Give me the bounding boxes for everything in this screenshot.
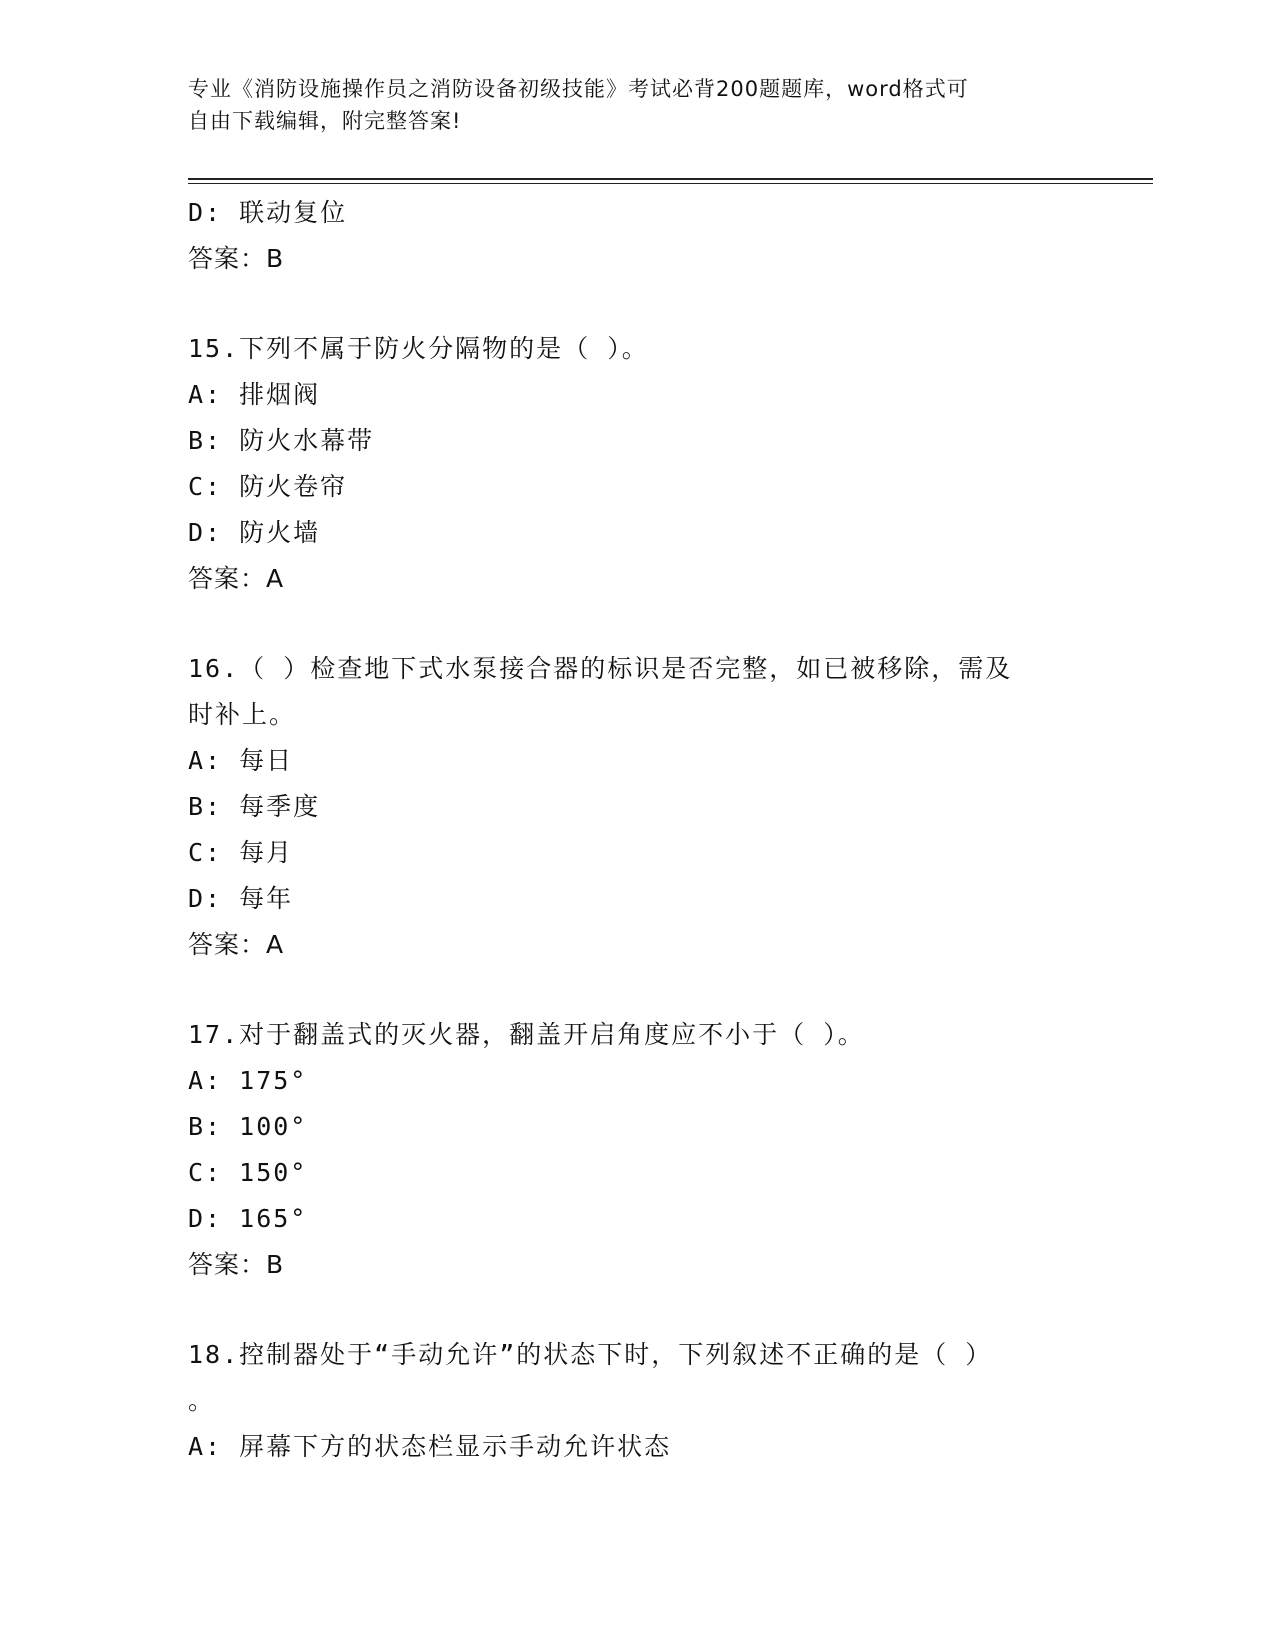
- prev-answer: 答案：B: [188, 244, 285, 273]
- option-a: A: 每日: [188, 746, 294, 775]
- option-a: A: 175°: [188, 1066, 308, 1095]
- question-stem: 15.下列不属于防火分隔物的是（ ）。: [188, 334, 649, 363]
- option-a: A: 屏幕下方的状态栏显示手动允许状态: [188, 1432, 672, 1461]
- header-line-1: 专业《消防设施操作员之消防设备初级技能》考试必背200题题库，word格式可: [188, 77, 969, 101]
- question-list: [188, 190, 1088, 1470]
- question-18: [188, 1332, 1088, 1470]
- document-header: [188, 73, 1088, 137]
- question-stem-cont: 时补上。: [188, 700, 297, 729]
- question-16: [188, 646, 1088, 968]
- option-d: D: 每年: [188, 884, 294, 913]
- option-c: C: 150°: [188, 1158, 308, 1187]
- option-a: A: 排烟阀: [188, 380, 321, 409]
- question-stem: 16.（ ）检查地下式水泵接合器的标识是否完整，如已被移除，需及: [188, 654, 1013, 683]
- option-b: B: 防火水幕带: [188, 426, 375, 455]
- prev-option-d: D: 联动复位: [188, 198, 348, 227]
- answer: 答案：B: [188, 1250, 285, 1279]
- question-stem: 17.对于翻盖式的灭火器，翻盖开启角度应不小于（ ）。: [188, 1020, 865, 1049]
- header-divider-thick: [188, 178, 1153, 180]
- header-divider-thin: [188, 183, 1153, 184]
- question-stem-cont: 。: [188, 1386, 216, 1415]
- question-stem: 18.控制器处于“手动允许”的状态下时，下列叙述不正确的是（ ）: [188, 1340, 993, 1369]
- option-c: C: 防火卷帘: [188, 472, 348, 501]
- question-17: [188, 1012, 1088, 1288]
- question-15: [188, 326, 1088, 602]
- option-d: D: 防火墙: [188, 518, 321, 547]
- answer: 答案：A: [188, 930, 285, 959]
- header-line-2: 自由下载编辑，附完整答案!: [188, 109, 462, 133]
- option-d: D: 165°: [188, 1204, 308, 1233]
- option-c: C: 每月: [188, 838, 294, 867]
- option-b: B: 每季度: [188, 792, 321, 821]
- option-b: B: 100°: [188, 1112, 308, 1141]
- answer: 答案：A: [188, 564, 285, 593]
